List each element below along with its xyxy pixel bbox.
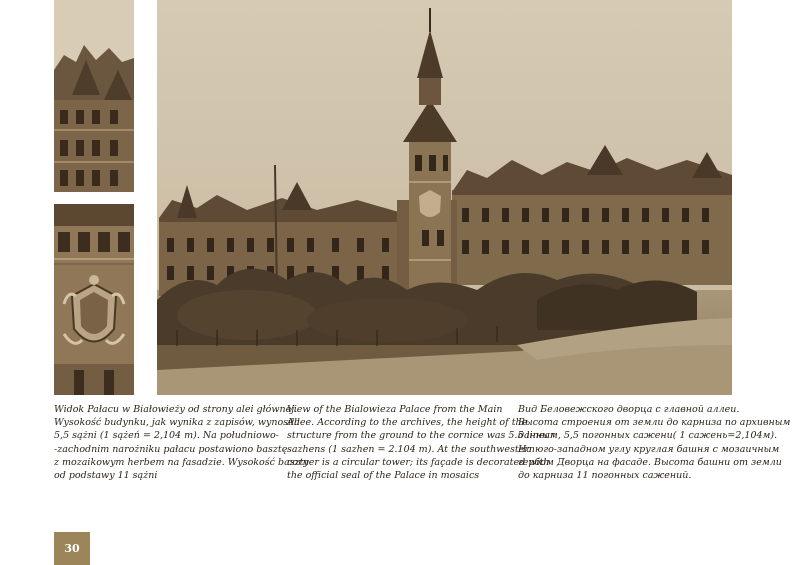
caption-line: z mozaikowym herbem na fasadzie. Wysokość baszty <box>54 456 309 468</box>
caption-line: Wysokość budynku, jak wynika z zapisów, wynosiła <box>54 417 300 429</box>
caption-line: до карниза 11 погонных сажений. <box>518 470 692 482</box>
caption-line: гербом Дворца на фасаде. Высота башни от земли <box>518 456 782 468</box>
page-number: 30 <box>54 532 90 565</box>
caption-english <box>287 403 555 482</box>
caption-line: -zachodnim narożniku pałacu postawiono basztę <box>54 443 288 455</box>
caption-line: od podstawy 11 sążni <box>54 470 158 482</box>
caption-line: На юго-западном углу круглая башня с мозаичным <box>518 443 780 455</box>
caption-line: corner is a circular tower; its façade is decorated with <box>287 456 550 468</box>
caption-line: the official seal of the Palace in mosaics <box>287 470 480 482</box>
caption-line: View of the Bialowieza Palace from the Main <box>287 404 503 415</box>
caption-line: sazhens (1 sazhen = 2.104 m). At the southwestern <box>287 443 535 455</box>
caption-line: Высота строения от земли до карниза по архивным <box>518 417 791 429</box>
caption-line: Вид Беловежского дворца с главной аллеи. <box>518 404 740 415</box>
caption-line: Allee. According to the archives, the height of the <box>287 417 528 429</box>
caption-line: данным, 5,5 погонных сажени( 1 сажень=2,104м). <box>518 430 778 442</box>
caption-line: Widok Pałacu w Białowieży od strony alei głównej. <box>54 404 298 415</box>
main-photo-palace <box>157 0 732 395</box>
detail-photo-roof <box>54 0 134 192</box>
caption-russian <box>518 403 791 482</box>
detail-photo-tower-crest <box>54 204 134 395</box>
caption-polish <box>54 403 309 482</box>
caption-line: structure from the ground to the cornice was 5.5 linear <box>287 430 555 442</box>
caption-line: 5,5 sążni (1 sążeń = 2,104 m). Na południowo- <box>54 430 279 442</box>
